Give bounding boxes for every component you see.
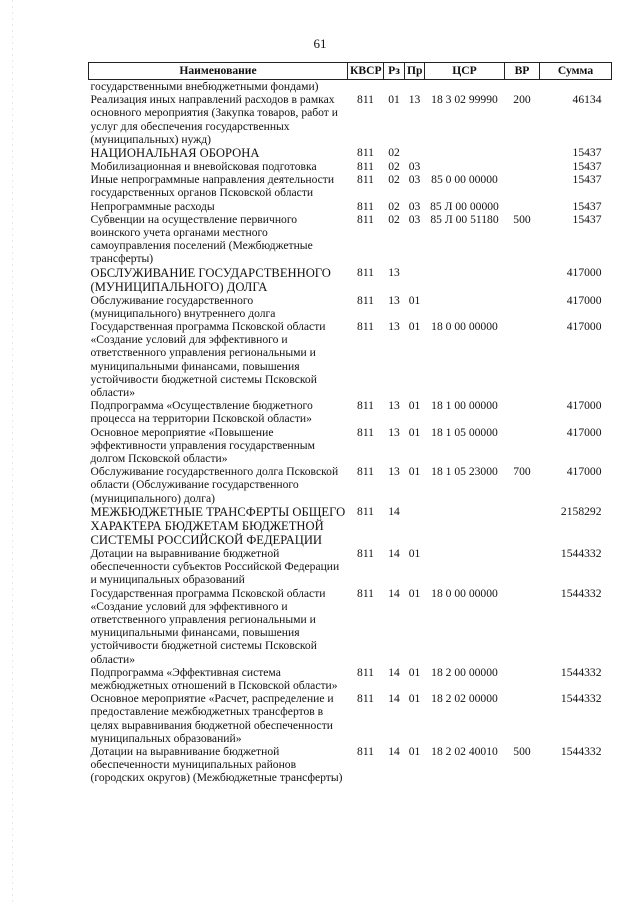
header-kvsr: КВСР: [348, 63, 384, 80]
table-row: [89, 692, 612, 745]
cell-rz: 01: [388, 93, 400, 107]
cell-rz: 14: [388, 665, 400, 679]
cell-pr: 01: [408, 293, 421, 307]
cell-name: Дотации на выравнивание бюджетной обеспеченности субъектов Российской Федерации и муниципальных образований: [90, 546, 340, 587]
cell-name: государственными внебюджетными фондами): [90, 80, 319, 93]
cell-vr: [505, 160, 540, 173]
table-header: [89, 63, 612, 80]
table-row: [89, 745, 612, 785]
cell-kvsr: 811: [357, 320, 374, 334]
cell-rz: 02: [388, 199, 400, 213]
table-row: [89, 146, 612, 160]
cell-name: Основное мероприятие «Расчет, распределение и предоставление межбюджетных трансфертов в целях выравнивания бюджетной обеспеченности муниципальных образований»: [90, 692, 334, 745]
cell-pr: 03: [408, 173, 421, 187]
table-row: [89, 505, 612, 547]
cell-pr: [405, 266, 425, 294]
table-row: [89, 200, 612, 213]
cell-sum: [540, 80, 612, 94]
cell-csr: 18 2 02 00000: [431, 692, 498, 706]
cell-vr: [505, 200, 540, 213]
cell-kvsr: 811: [357, 399, 374, 413]
cell-csr: [425, 547, 505, 587]
cell-csr: 18 2 02 40010: [431, 744, 498, 758]
cell-name: ОБСЛУЖИВАНИЕ ГОСУДАРСТВЕННОГО (МУНИЦИПАЛЬНОГО) ДОЛГА: [90, 265, 331, 294]
cell-rz: 13: [388, 320, 400, 334]
cell-rz: 13: [388, 465, 400, 479]
cell-kvsr: 811: [357, 546, 374, 560]
cell-kvsr: 811: [357, 465, 374, 479]
cell-vr: 500: [513, 212, 531, 226]
cell-pr: 03: [408, 199, 421, 213]
cell-sum: 417000: [566, 293, 602, 307]
cell-name: Подпрограмма «Осуществление бюджетного процесса на территории Псковской области»: [90, 399, 313, 426]
cell-pr: 03: [408, 160, 421, 174]
cell-name: Государственная программа Псковской области «Создание условий для эффективного и ответственного управления региональными и муниципальными финансами, повышения устойчивости бюджетной системы Псковской области»: [90, 320, 326, 400]
table-row: [89, 80, 612, 94]
cell-csr: [425, 266, 505, 294]
cell-name: Реализация иных направлений расходов в рамках основного мероприятия (Закупка товаров, работ и услуг для обеспечения государственных (муниципальных) нужд): [90, 93, 338, 146]
cell-rz: 13: [388, 293, 400, 307]
cell-kvsr: 811: [357, 293, 374, 307]
cell-rz: 13: [388, 265, 400, 279]
cell-name: Государственная программа Псковской области «Создание условий для эффективного и ответственного управления региональными и муниципальными финансами, повышения устойчивости бюджетной системы Псковской области»: [90, 586, 326, 666]
cell-kvsr: 811: [357, 212, 374, 226]
cell-sum: 417000: [566, 425, 602, 439]
cell-sum: 15437: [572, 199, 602, 213]
cell-sum: 15437: [572, 146, 602, 160]
cell-sum: 417000: [566, 399, 602, 413]
cell-csr: 85 0 00 00000: [431, 173, 498, 187]
cell-name: МЕЖБЮДЖЕТНЫЕ ТРАНСФЕРТЫ ОБЩЕГО ХАРАКТЕРА БЮДЖЕТАМ БЮДЖЕТНОЙ СИСТЕМЫ РОССИЙСКОЙ ФЕДЕРАЦИИ: [90, 504, 346, 547]
cell-vr: [505, 399, 540, 425]
cell-kvsr: 811: [357, 265, 374, 279]
cell-rz: 14: [388, 504, 400, 518]
cell-sum: 417000: [566, 465, 602, 479]
cell-kvsr: 811: [357, 665, 374, 679]
cell-pr: 13: [408, 93, 421, 107]
cell-name: Иные непрограммные направления деятельности государственных органов Псковской области: [90, 173, 335, 200]
cell-kvsr: 811: [357, 586, 374, 600]
cell-name: Основное мероприятие «Повышение эффективности управления государственным долгом Псковской области»: [90, 425, 315, 466]
cell-rz: 02: [388, 173, 400, 187]
scan-edge-artifact: [12, 0, 13, 905]
cell-sum: 417000: [566, 320, 602, 334]
page-number: 61: [313, 36, 327, 51]
cell-pr: [405, 146, 425, 160]
cell-vr: 200: [513, 93, 531, 107]
cell-kvsr: 811: [357, 173, 374, 187]
cell-pr: 01: [408, 399, 421, 413]
cell-vr: [505, 666, 540, 692]
cell-pr: 01: [408, 465, 421, 479]
cell-csr: [425, 160, 505, 173]
table-body: [89, 80, 612, 785]
cell-csr: [425, 146, 505, 160]
header-name: Наименование: [89, 63, 348, 80]
cell-csr: 18 3 02 99990: [431, 93, 498, 107]
cell-pr: 01: [408, 320, 421, 334]
cell-csr: 18 2 00 00000: [431, 665, 498, 679]
cell-csr: 85 Л 00 00000: [430, 199, 499, 213]
cell-sum: 2158292: [560, 504, 602, 518]
cell-csr: 18 1 00 00000: [431, 399, 498, 413]
cell-vr: [505, 505, 540, 547]
header-vr: ВР: [505, 63, 540, 80]
cell-kvsr: 811: [357, 160, 374, 174]
cell-name: Мобилизационная и вневойсковая подготовка: [90, 160, 317, 174]
cell-csr: [425, 294, 505, 320]
table-row: [89, 160, 612, 173]
cell-vr: [505, 587, 540, 666]
table-row: [89, 465, 612, 505]
budget-table: [88, 62, 612, 785]
cell-name: Субвенции на осуществление первичного воинского учета органами местного самоуправления поселений (Межбюджетные трансферты): [90, 212, 313, 266]
table-row: [89, 320, 612, 399]
cell-sum: 46134: [572, 93, 602, 107]
cell-pr: 01: [408, 425, 421, 439]
table-row: [89, 173, 612, 199]
cell-name: Дотации на выравнивание бюджетной обеспеченности муниципальных районов (городских округов) (Межбюджетные трансферты): [90, 744, 343, 785]
cell-csr: [425, 505, 505, 547]
cell-kvsr: 811: [357, 692, 374, 706]
cell-pr: 01: [408, 546, 421, 560]
cell-csr: [425, 80, 505, 94]
cell-vr: [505, 294, 540, 320]
cell-csr: 18 1 05 23000: [431, 465, 498, 479]
table-row: [89, 294, 612, 320]
header-pr: Пр: [405, 63, 425, 80]
cell-vr: [505, 426, 540, 466]
table-row: [89, 666, 612, 692]
cell-name: Обслуживание государственного долга Псковской области (Обслуживание государственного (муниципального) долга): [90, 465, 339, 505]
cell-rz: 14: [388, 744, 400, 758]
cell-vr: [505, 80, 540, 94]
cell-vr: 500: [513, 744, 531, 758]
cell-vr: [505, 547, 540, 587]
cell-rz: 13: [388, 425, 400, 439]
cell-rz: 13: [388, 399, 400, 413]
cell-name: Непрограммные расходы: [90, 199, 215, 213]
cell-csr: 18 0 00 00000: [431, 586, 498, 600]
cell-kvsr: 811: [357, 504, 374, 518]
table-row: [89, 93, 612, 146]
cell-pr: [405, 505, 425, 547]
cell-sum: 1544332: [560, 586, 602, 600]
cell-csr: 18 1 05 00000: [431, 425, 498, 439]
cell-vr: [505, 320, 540, 399]
cell-pr: 03: [408, 212, 421, 226]
cell-sum: 15437: [572, 160, 602, 174]
cell-name: Обслуживание государственного (муниципального) внутреннего долга: [90, 293, 276, 320]
cell-sum: 417000: [566, 265, 602, 279]
cell-pr: 01: [408, 692, 421, 706]
cell-rz: 14: [388, 586, 400, 600]
cell-kvsr: 811: [357, 146, 374, 160]
cell-name: НАЦИОНАЛЬНАЯ ОБОРОНА: [90, 146, 260, 161]
cell-kvsr: 811: [357, 199, 374, 213]
header-csr: ЦСР: [425, 63, 505, 80]
cell-pr: [405, 80, 425, 94]
header-sum: Сумма: [540, 63, 612, 80]
table-row: [89, 547, 612, 587]
cell-pr: 01: [408, 744, 421, 758]
cell-sum: 15437: [572, 173, 602, 187]
table-row: [89, 426, 612, 466]
cell-vr: [505, 173, 540, 199]
cell-rz: 14: [388, 546, 400, 560]
cell-name: Подпрограмма «Эффективная система межбюджетных отношений в Псковской области»: [90, 665, 338, 692]
table-row: [89, 213, 612, 266]
cell-vr: 700: [513, 465, 531, 479]
cell-vr: [505, 146, 540, 160]
cell-kvsr: 811: [357, 425, 374, 439]
cell-csr: 18 0 00 00000: [431, 320, 498, 334]
cell-kvsr: [348, 80, 384, 94]
cell-rz: [384, 80, 405, 94]
cell-pr: 01: [408, 586, 421, 600]
cell-sum: 1544332: [560, 692, 602, 706]
table-row: [89, 399, 612, 425]
cell-pr: 01: [408, 665, 421, 679]
cell-rz: 02: [388, 160, 400, 174]
cell-rz: 14: [388, 692, 400, 706]
cell-vr: [505, 692, 540, 745]
cell-kvsr: 811: [357, 744, 374, 758]
cell-kvsr: 811: [357, 93, 374, 107]
cell-sum: 1544332: [560, 546, 602, 560]
table-row: [89, 587, 612, 666]
cell-vr: [505, 266, 540, 294]
table-row: [89, 266, 612, 294]
cell-sum: 1544332: [560, 744, 602, 758]
header-rz: Рз: [384, 63, 405, 80]
cell-sum: 15437: [572, 212, 602, 226]
cell-csr: 85 Л 00 51180: [430, 212, 499, 226]
cell-rz: 02: [388, 212, 400, 226]
cell-sum: 1544332: [560, 665, 602, 679]
cell-rz: 02: [388, 146, 400, 160]
